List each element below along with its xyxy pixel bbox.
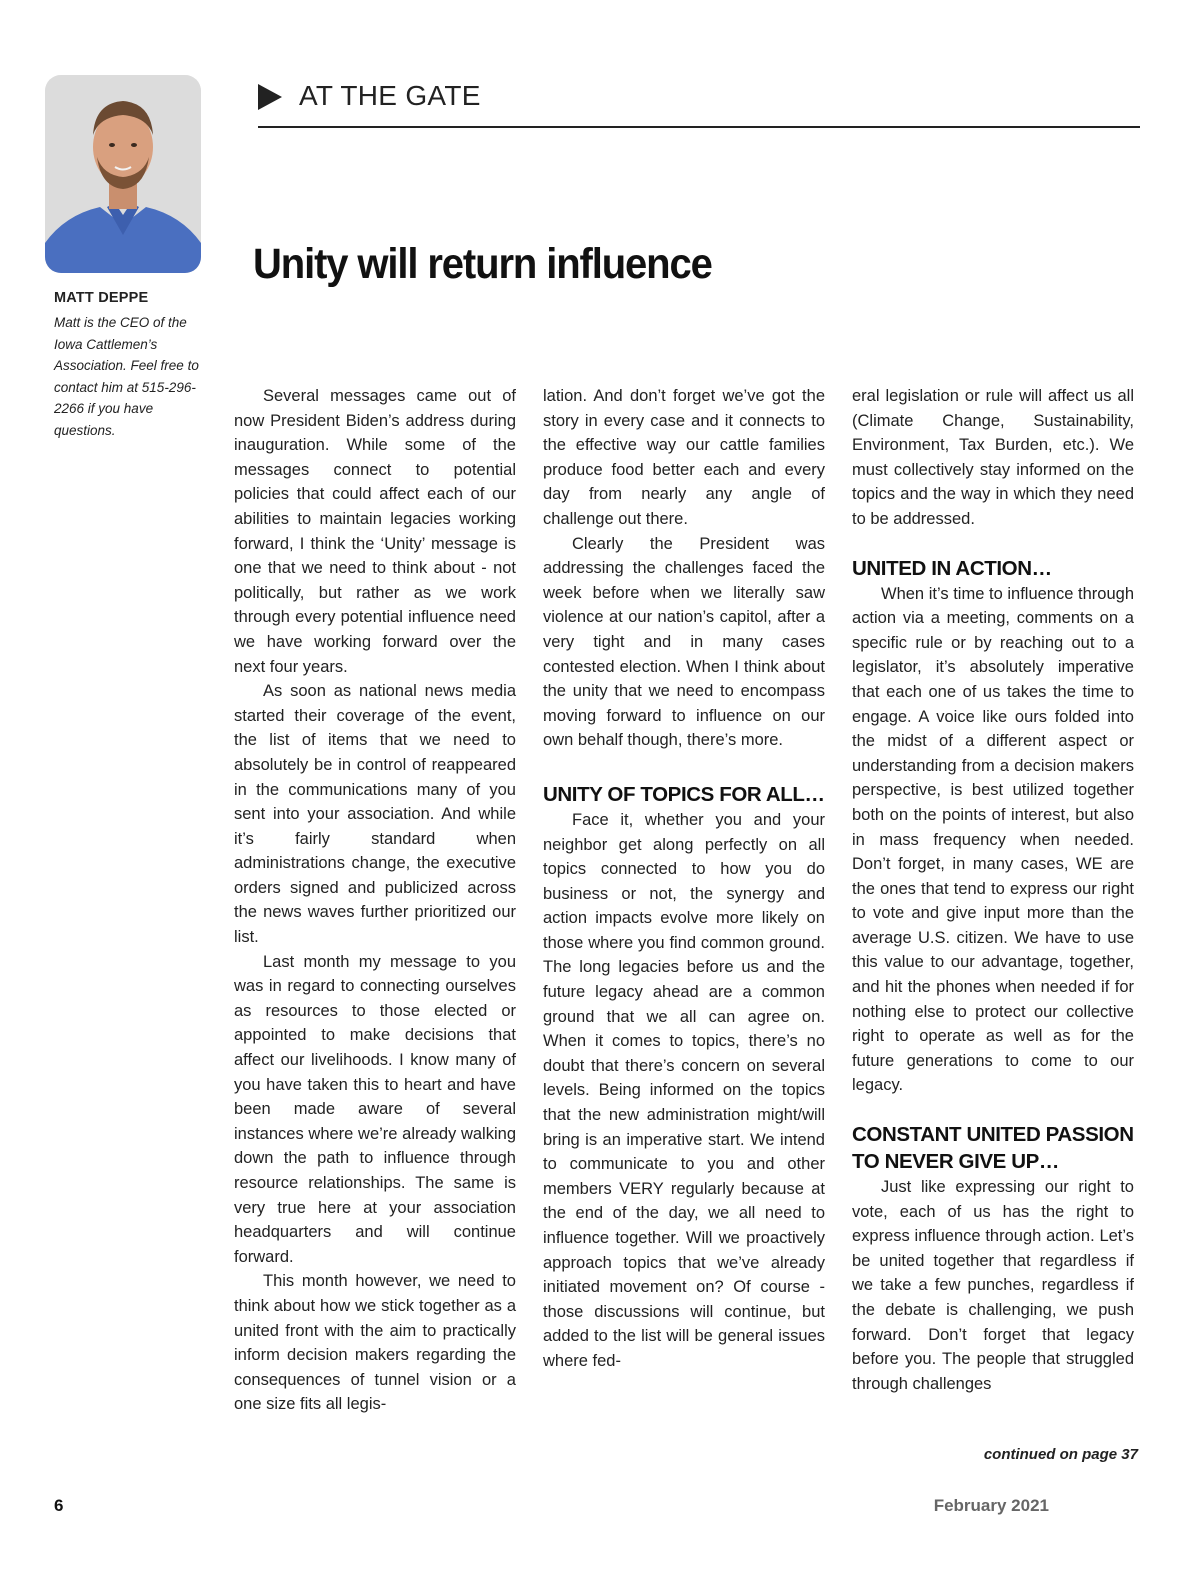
article-column-3 [852, 384, 1134, 1396]
play-arrow-icon [258, 84, 282, 110]
paragraph: When it’s time to influence through action via a meeting, comments on a specific rule or by reaching out to a legislator, it’s absolutely imperative that each one of us takes the time to engage. A voice like ours folded into the midst of a different aspect or understanding from a decision makers perspective, is best utilized together both on the points of interest, but also in mass frequency when needed. Don’t forget, in many cases, WE are the ones that tend to express our right to vote and give input more than the average U.S. citizen. We have to use this value to our advantage, together, and hit the phones when needed if for nothing else to protect our collective right to operate as well as for the future generations to come to our legacy. [852, 584, 1134, 1095]
section-label: AT THE GATE [299, 80, 481, 111]
section-divider [258, 126, 1140, 128]
paragraph: Just like expressing our right to vote, each of us has the right to express influence through action. Let’s be united together that regardless if we take a few punches, regardless if the debate is challenging, we push forward. Don’t forget that legacy before you. The people that struggled through challenges [852, 1178, 1134, 1393]
article-headline: Unity will return influence [253, 240, 712, 288]
continued-note: continued on page 37 [983, 1446, 1138, 1463]
paragraph: Several messages came out of now President Biden’s address during inauguration. While some of the messages connect to potential policies that could affect each of our abilities to maintain legacies working forward, I think the ‘Unity’ message is one that we need to think about - not politically, but rather as we work through every potential influence need we have working forward over the next four years. [234, 387, 516, 676]
article-column-2 [543, 384, 825, 1374]
paragraph: lation. And don’t forget we’ve got the story in every case and it connects to the effective way our cattle families produce food better each and every day from nearly any angle of challenge out there. [543, 387, 825, 528]
author-bio: Matt is the CEO of the Iowa Cattlemen’s Association. Feel free to contact him at 515-296-2266 if you have questions. [54, 315, 199, 438]
author-photo [45, 75, 201, 273]
page-number: 6 [54, 1496, 64, 1515]
subheading: UNITY OF TOPICS FOR ALL… [543, 782, 825, 806]
paragraph: This month however, we need to think about how we stick together as a united front with the aim to practically inform decision makers regarding the consequences of tunnel vision or a one size fits all legis- [234, 1272, 516, 1414]
paragraph: eral legislation or rule will affect us all (Climate Change, Sustainability, Environment, Tax Burden, etc.). We must collectively stay informed on the topics and the way in which they need to be addressed. [852, 387, 1134, 528]
article-column-1 [234, 384, 516, 1417]
subheading: UNITED IN ACTION… [852, 556, 1052, 580]
paragraph: Clearly the President was addressing the challenges faced the week before when we literally saw violence at our nation’s capitol, after a very tight and in many cases contested election. When I think about the unity that we need to encompass moving forward to influence on our own behalf though, there’s more. [543, 534, 825, 750]
paragraph: As soon as national news media started their coverage of the event, the list of items that we need to absolutely be in control of reappeared in the communications many of you sent into your association. And while it’s fairly standard when administrations change, the executive orders signed and publicized across the news waves further prioritized our list. [234, 682, 516, 947]
paragraph: Face it, whether you and your neighbor get along perfectly on all topics connected to how you do business or not, the synergy and action impacts evolve more likely on those where you find common ground. The long legacies before us and the future legacy ahead are a common ground that we all can agree on. When it comes to topics, there’s no doubt that there’s concern on several levels. Being informed on the topics that the new administration might/will bring is an imperative start. We intend to communicate to you and other members VERY regularly because at the end of the day, we all need to influence together. Will we proactively approach topics that we’ve already initiated movement on? Of course - those discussions will continue, but added to the list will be general issues where fed- [543, 810, 825, 1370]
subheading: CONSTANT UNITED PASSION TO NEVER GIVE UP… [852, 1123, 1134, 1174]
author-name: MATT DEPPE [54, 290, 149, 306]
issue-date: February 2021 [933, 1496, 1049, 1515]
paragraph: Last month my message to you was in regard to connecting ourselves as resources to those elected or appointed to make decisions that affect our livelihoods. I know many of you have taken this to heart and have been made aware of several instances where we’re already walking down the path to influence through resource relationships. The same is very true here at your association headquarters and will continue forward. [234, 952, 516, 1266]
